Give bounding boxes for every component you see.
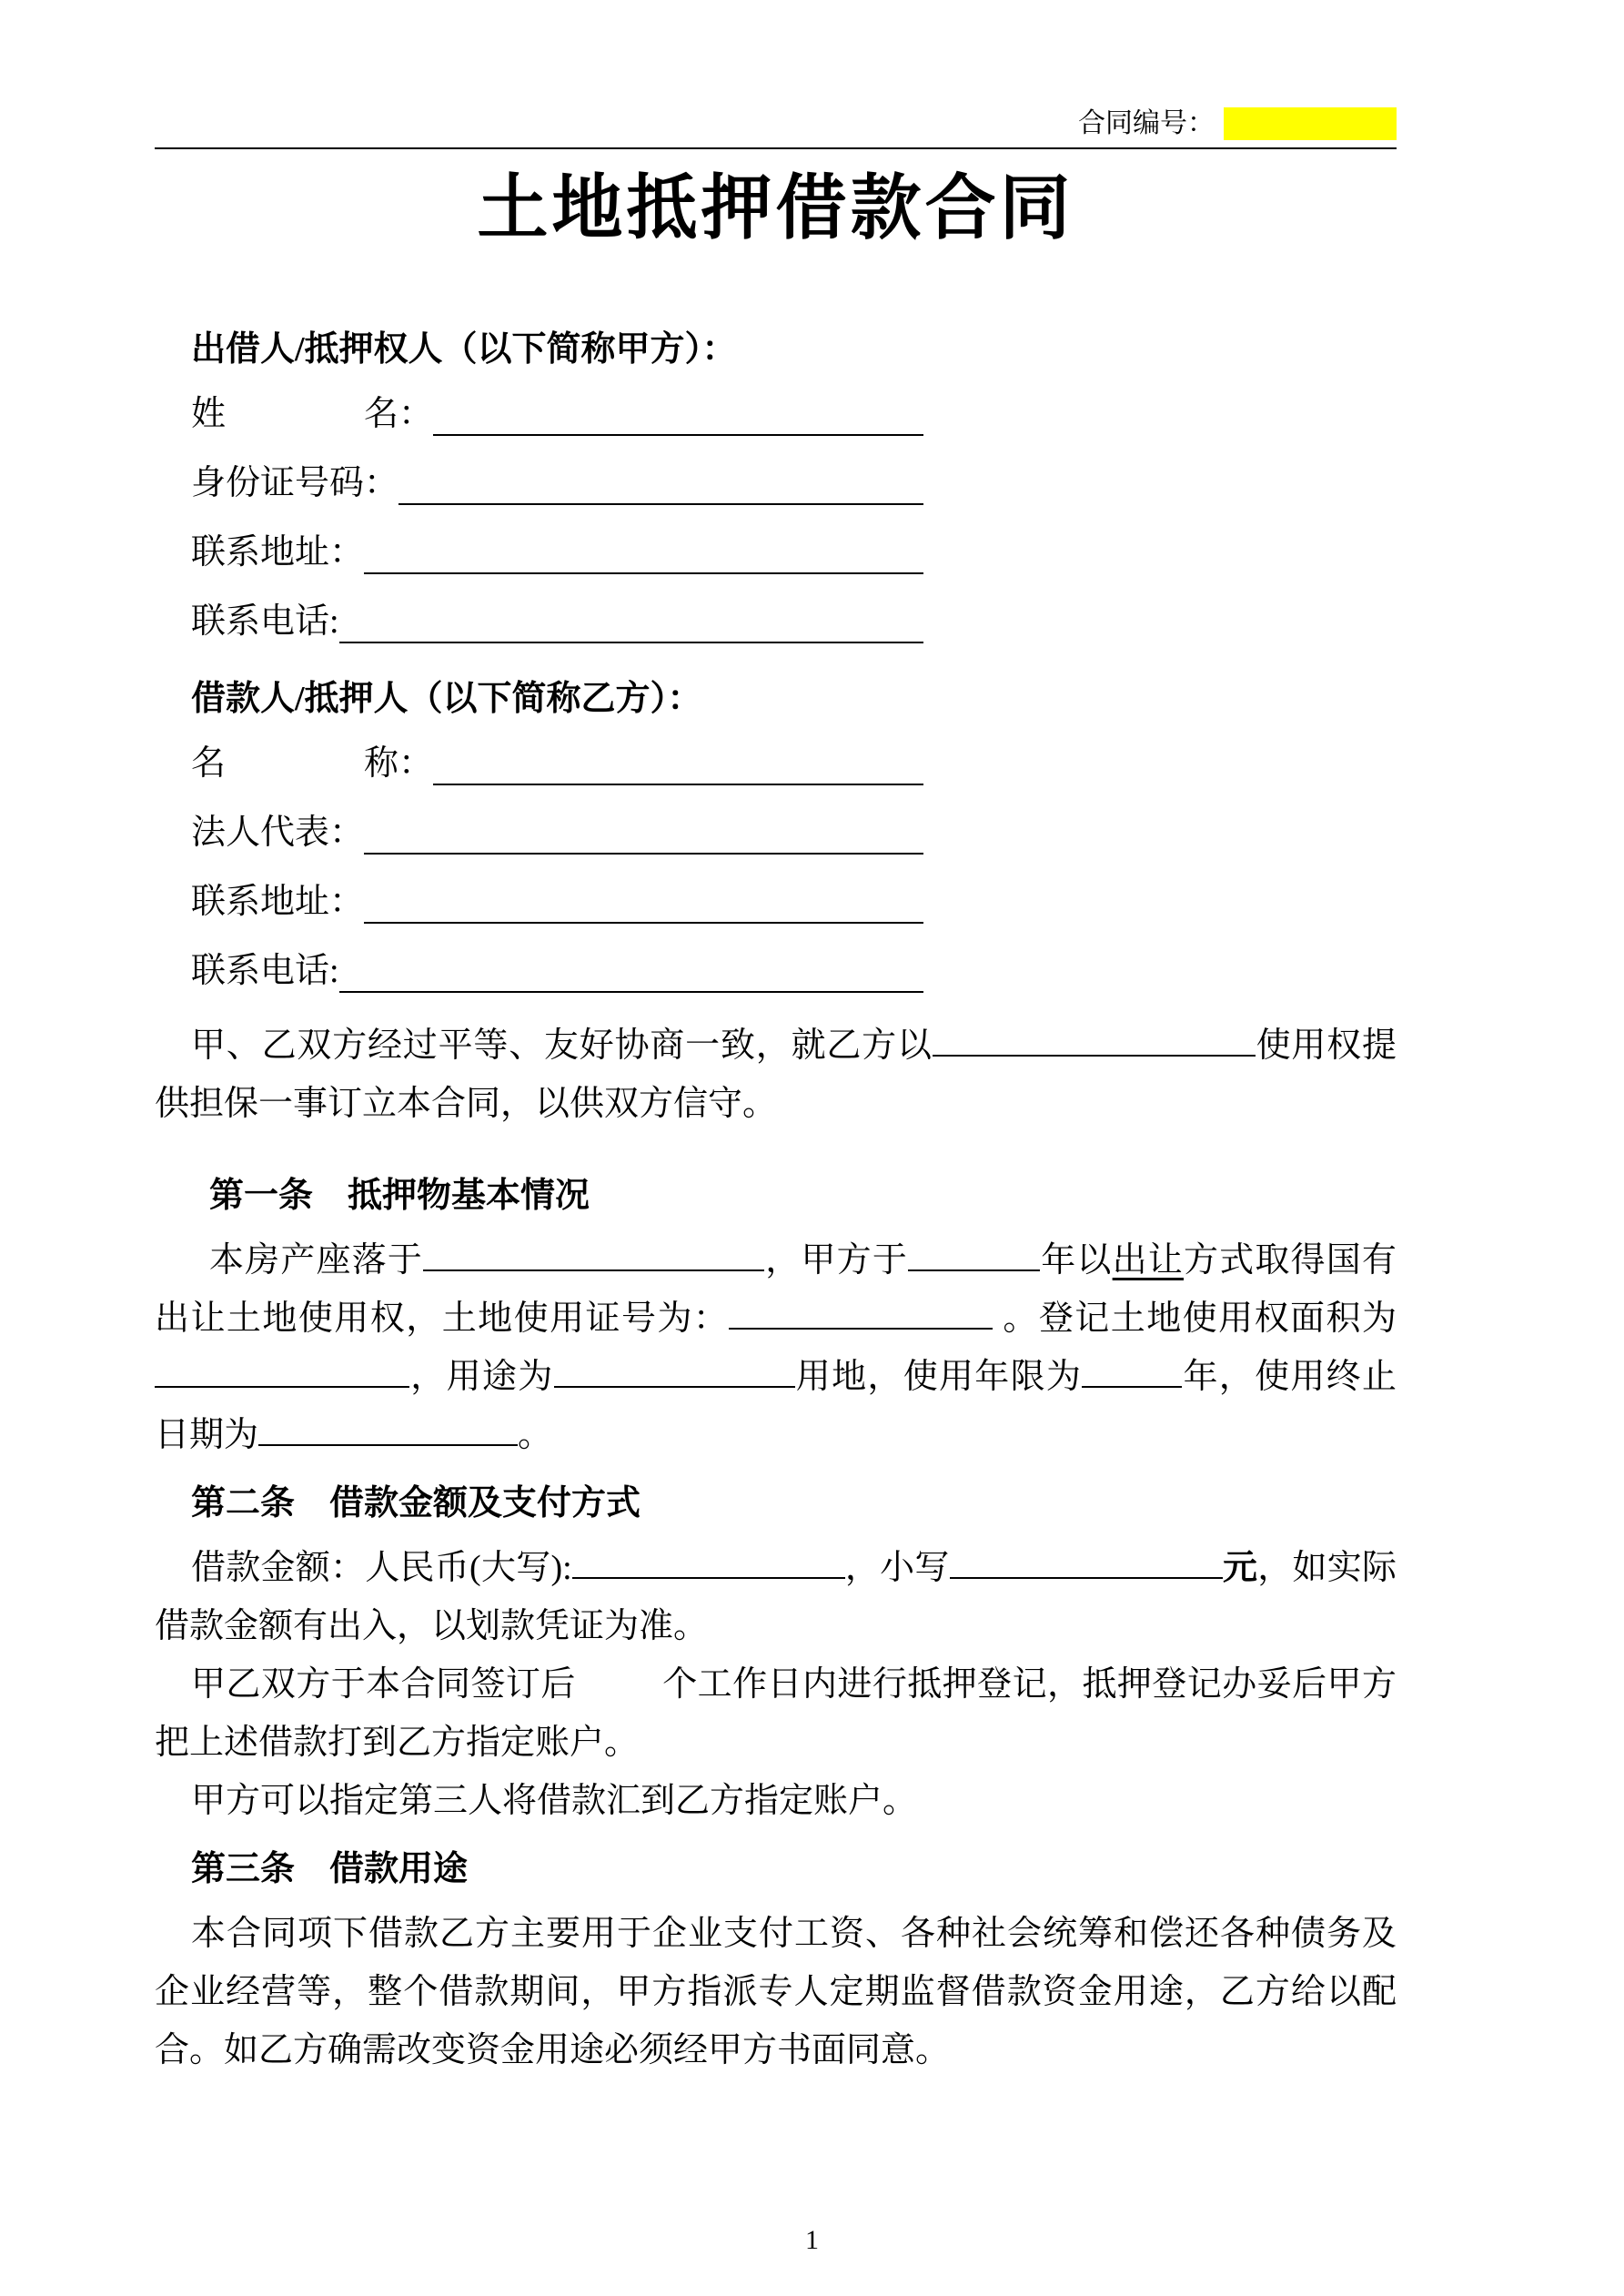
paragraph-text: 。 [518,1416,553,1455]
party-a-section [155,327,1397,643]
party-b-heading: 借款人/抵押人（以下简称乙方）： [191,680,702,719]
field-row [191,878,923,924]
field-label: 姓 名： [191,395,434,434]
field-label: 身份证号码： [191,464,399,503]
fill-in-blank-line[interactable] [1082,1351,1182,1388]
paragraph-text: 用地，使用年限为 [794,1358,1083,1397]
field-row [191,529,923,574]
field-blank-line[interactable] [339,951,923,993]
party-b-fields [191,740,1397,993]
clause-3-paragraph [155,1905,1397,2079]
fill-in-blank-line[interactable] [933,1020,1256,1057]
field-label: 联系地址： [191,883,365,922]
field-blank-line[interactable] [364,813,923,855]
party-a-fields [191,390,1397,643]
clause-2-paragraph-2 [155,1655,1397,1772]
field-label: 联系地址： [191,533,365,572]
fill-in-blank-line[interactable] [950,1542,1223,1579]
field-blank-line[interactable] [339,602,923,643]
field-row [191,598,923,643]
paragraph-text: 元 [1222,1549,1258,1588]
paragraph-text: ，用途为 [409,1358,554,1397]
clause-1-paragraph [155,1231,1397,1464]
paragraph-text: ，小写 [844,1549,950,1588]
field-blank-line[interactable] [398,463,923,505]
field-blank-line[interactable] [433,743,923,785]
field-row [191,947,923,993]
paragraph-text: 年，使用终止日期为 [155,1358,1397,1455]
paragraph-text: 借款金额：人民币(大写): [191,1549,572,1588]
contract-header [155,107,1397,149]
document-title: 土地抵押借款合同 [477,168,1074,248]
paragraph-text: 甲乙双方于本合同签订后 [191,1665,576,1704]
paragraph-text: 本房产座落于 [209,1241,424,1280]
field-blank-line[interactable] [364,882,923,924]
field-label: 联系电话: [191,952,339,991]
fill-in-blank-line[interactable] [258,1410,518,1446]
fill-in-blank-line[interactable] [423,1235,764,1271]
clause-2-heading: 第二条 借款金额及支付方式 [191,1484,641,1523]
fill-in-blank-line[interactable] [572,1542,845,1579]
paragraph-text: 使用权提供担保一事订立本合同，以供双方信守。 [155,1027,1397,1124]
paragraph-text: 。登记土地使用权面积为 [993,1300,1397,1339]
paragraph-text: 个工作日内进行抵押登记，抵押登记办妥后甲方把上述借款打到乙方指定账户。 [155,1665,1397,1763]
party-a-heading: 出借人/抵押权人（以下简称甲方）： [191,330,737,369]
preamble-paragraph [155,1017,1397,1133]
paragraph-text: 本合同项下借款乙方主要用于企业支付工资、各种社会统筹和偿还各种债务及企业经营等，整个借款期间，甲方指派专人定期监督借款资金用途，乙方给以配合。如乙方确需改变资金用途必须经甲方书面同意。 [155,1915,1397,2070]
paragraph-text: ，甲方于 [764,1241,909,1280]
fill-in-blank-line[interactable] [908,1235,1040,1271]
clause-2-paragraph-3 [155,1772,1397,1830]
clause-3-heading: 第三条 借款用途 [191,1850,469,1889]
field-label: 名 称： [191,744,434,784]
underlined-text: 出让 [1112,1241,1184,1280]
fill-in-blank-line[interactable] [554,1351,795,1388]
field-row [191,460,923,505]
contract-number-label: 合同编号： [1078,108,1215,138]
page-number: 1 [805,2225,819,2255]
field-label: 法人代表： [191,814,365,853]
paragraph-text: 年以 [1040,1241,1113,1280]
paragraph-text: 方式取得国有出让土地使用权，土地使用证号为： [155,1241,1397,1339]
clause-1-heading: 第一条 抵押物基本情况 [209,1177,590,1216]
fill-in-blank-line[interactable] [155,1351,409,1388]
clause-2-paragraph-1 [155,1539,1397,1655]
contract-number-blank[interactable] [1224,107,1397,140]
field-blank-line[interactable] [364,532,923,574]
paragraph-text: 甲、乙双方经过平等、友好协商一致，就乙方以 [191,1027,933,1066]
paragraph-text: 甲方可以指定第三人将借款汇到乙方指定账户。 [191,1782,918,1821]
fill-in-blank-line[interactable] [729,1293,993,1330]
paragraph-text: ，如实际借款金额有出入，以划款凭证为准。 [155,1549,1397,1646]
party-b-section [155,676,1397,993]
field-row [191,809,923,855]
field-row [191,390,923,436]
field-row [191,740,923,785]
field-label: 联系电话: [191,602,339,642]
field-blank-line[interactable] [433,394,923,436]
